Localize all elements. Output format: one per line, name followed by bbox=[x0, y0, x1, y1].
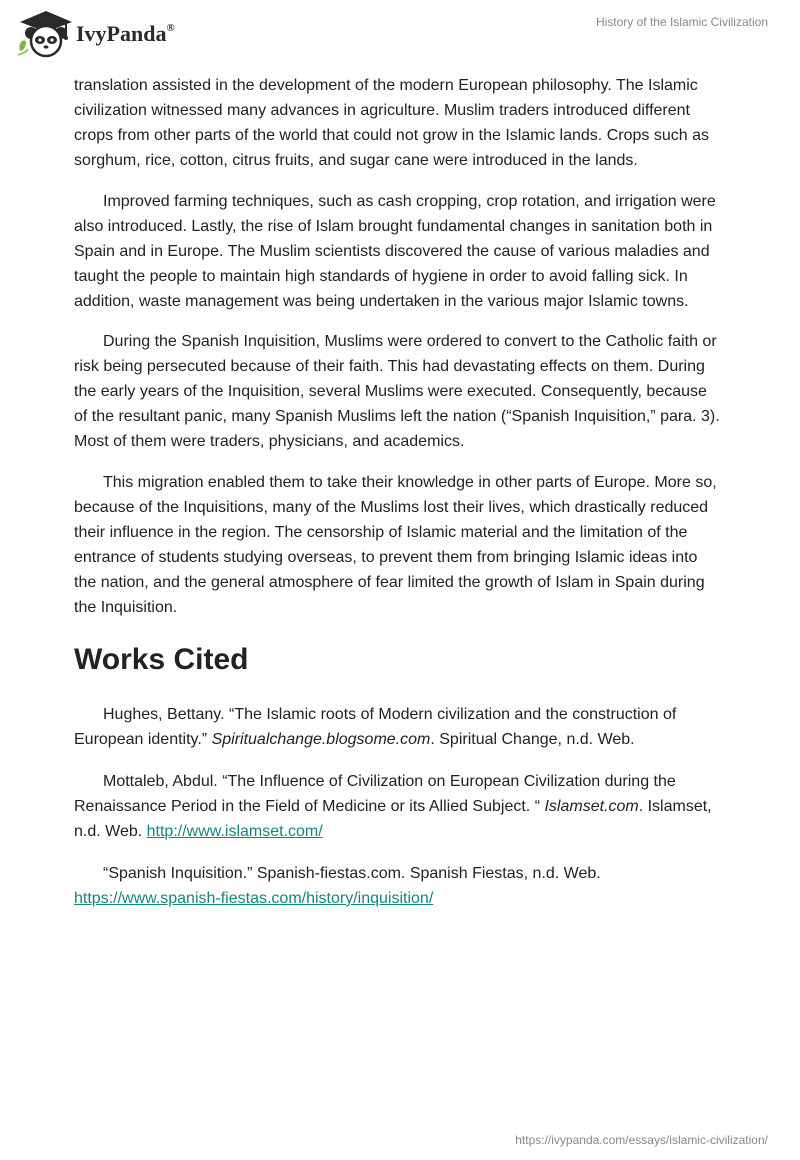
panda-graduate-icon bbox=[16, 9, 74, 59]
body-paragraph-1: translation assisted in the development of the modern European philosophy. The Islamic civilization witnessed many advances in agriculture. Muslim traders introduced different crops from other parts of the world that could not grow in the Islamic lands. Crops such as sorghum, rice, cotton, citrus fruits, and sugar cane were introduced in the lands. bbox=[74, 77, 709, 169]
registered-mark: ® bbox=[166, 21, 175, 34]
works-cited-heading: Works Cited bbox=[74, 642, 249, 676]
citation-2-link[interactable]: http://www.islamset.com/ bbox=[146, 822, 323, 840]
citation-2 bbox=[74, 769, 724, 844]
body-paragraph-2: Improved farming techniques, such as cash cropping, crop rotation, and irrigation were also introduced. Lastly, the rise of Islam brought fundamental changes in sanitation both in Spain and in Europe. The Muslim scientists discovered the cause of various maladies and taught the people to maintain high standards of hygiene in order to avoid falling sick. In addition, waste management was being undertaken in the various major Islamic towns. bbox=[74, 192, 716, 310]
brand-logo[interactable] bbox=[16, 9, 192, 59]
brand-name-text: IvyPanda bbox=[76, 21, 167, 46]
citation-3-link[interactable]: https://www.spanish-fiestas.com/history/inquisition/ bbox=[74, 889, 434, 907]
brand-name bbox=[76, 21, 175, 47]
footer-source-url: https://ivypanda.com/essays/islamic-civilization/ bbox=[515, 1133, 768, 1147]
citation-1-publisher: . Spiritual Change, n.d. Web. bbox=[430, 730, 635, 748]
citation-2-publisher: . Islamset, n.d. Web. bbox=[74, 797, 712, 840]
document-title: History of the Islamic Civilization bbox=[595, 15, 768, 29]
page-header bbox=[0, 0, 800, 64]
citation-1-text: Hughes, Bettany. “The Islamic roots of Modern civilization and the construction of European identity.” bbox=[74, 705, 677, 748]
citation-1-source: Spiritualchange.blogsome.com bbox=[211, 730, 431, 748]
citation-3-text: “Spanish Inquisition.” Spanish-fiestas.com. Spanish Fiestas, n.d. Web. bbox=[103, 864, 601, 882]
citation-2-source: Islamset.com bbox=[544, 797, 639, 815]
citation-3 bbox=[74, 861, 724, 911]
body-paragraph-4: This migration enabled them to take their knowledge in other parts of Europe. More so, because of the Inquisitions, many of the Muslims lost their lives, which drastically reduced their influence in the region. The censorship of Islamic material and the limitation of the entrance of students studying overseas, to prevent them from bringing Islamic ideas into the nation, and the general atmosphere of fear limited the growth of Islam in Spain during the Inquisition. bbox=[74, 473, 717, 616]
citation-1 bbox=[74, 702, 724, 752]
body-paragraph-3: During the Spanish Inquisition, Muslims were ordered to convert to the Catholic faith or risk being persecuted because of their faith. This had devastating effects on them. During the early years of the Inquisition, several Muslims were executed. Consequently, because of the resultant panic, many Spanish Muslims left the nation (“Spanish Inquisition,” para. 3). Most of them were traders, physicians, and academics. bbox=[74, 333, 720, 450]
citation-2-text: Mottaleb, Abdul. “The Influence of Civilization on European Civilization during the Renaissance Period in the Field of Medicine or its Allied Subject. “ bbox=[74, 772, 676, 815]
essay-content bbox=[74, 73, 724, 928]
